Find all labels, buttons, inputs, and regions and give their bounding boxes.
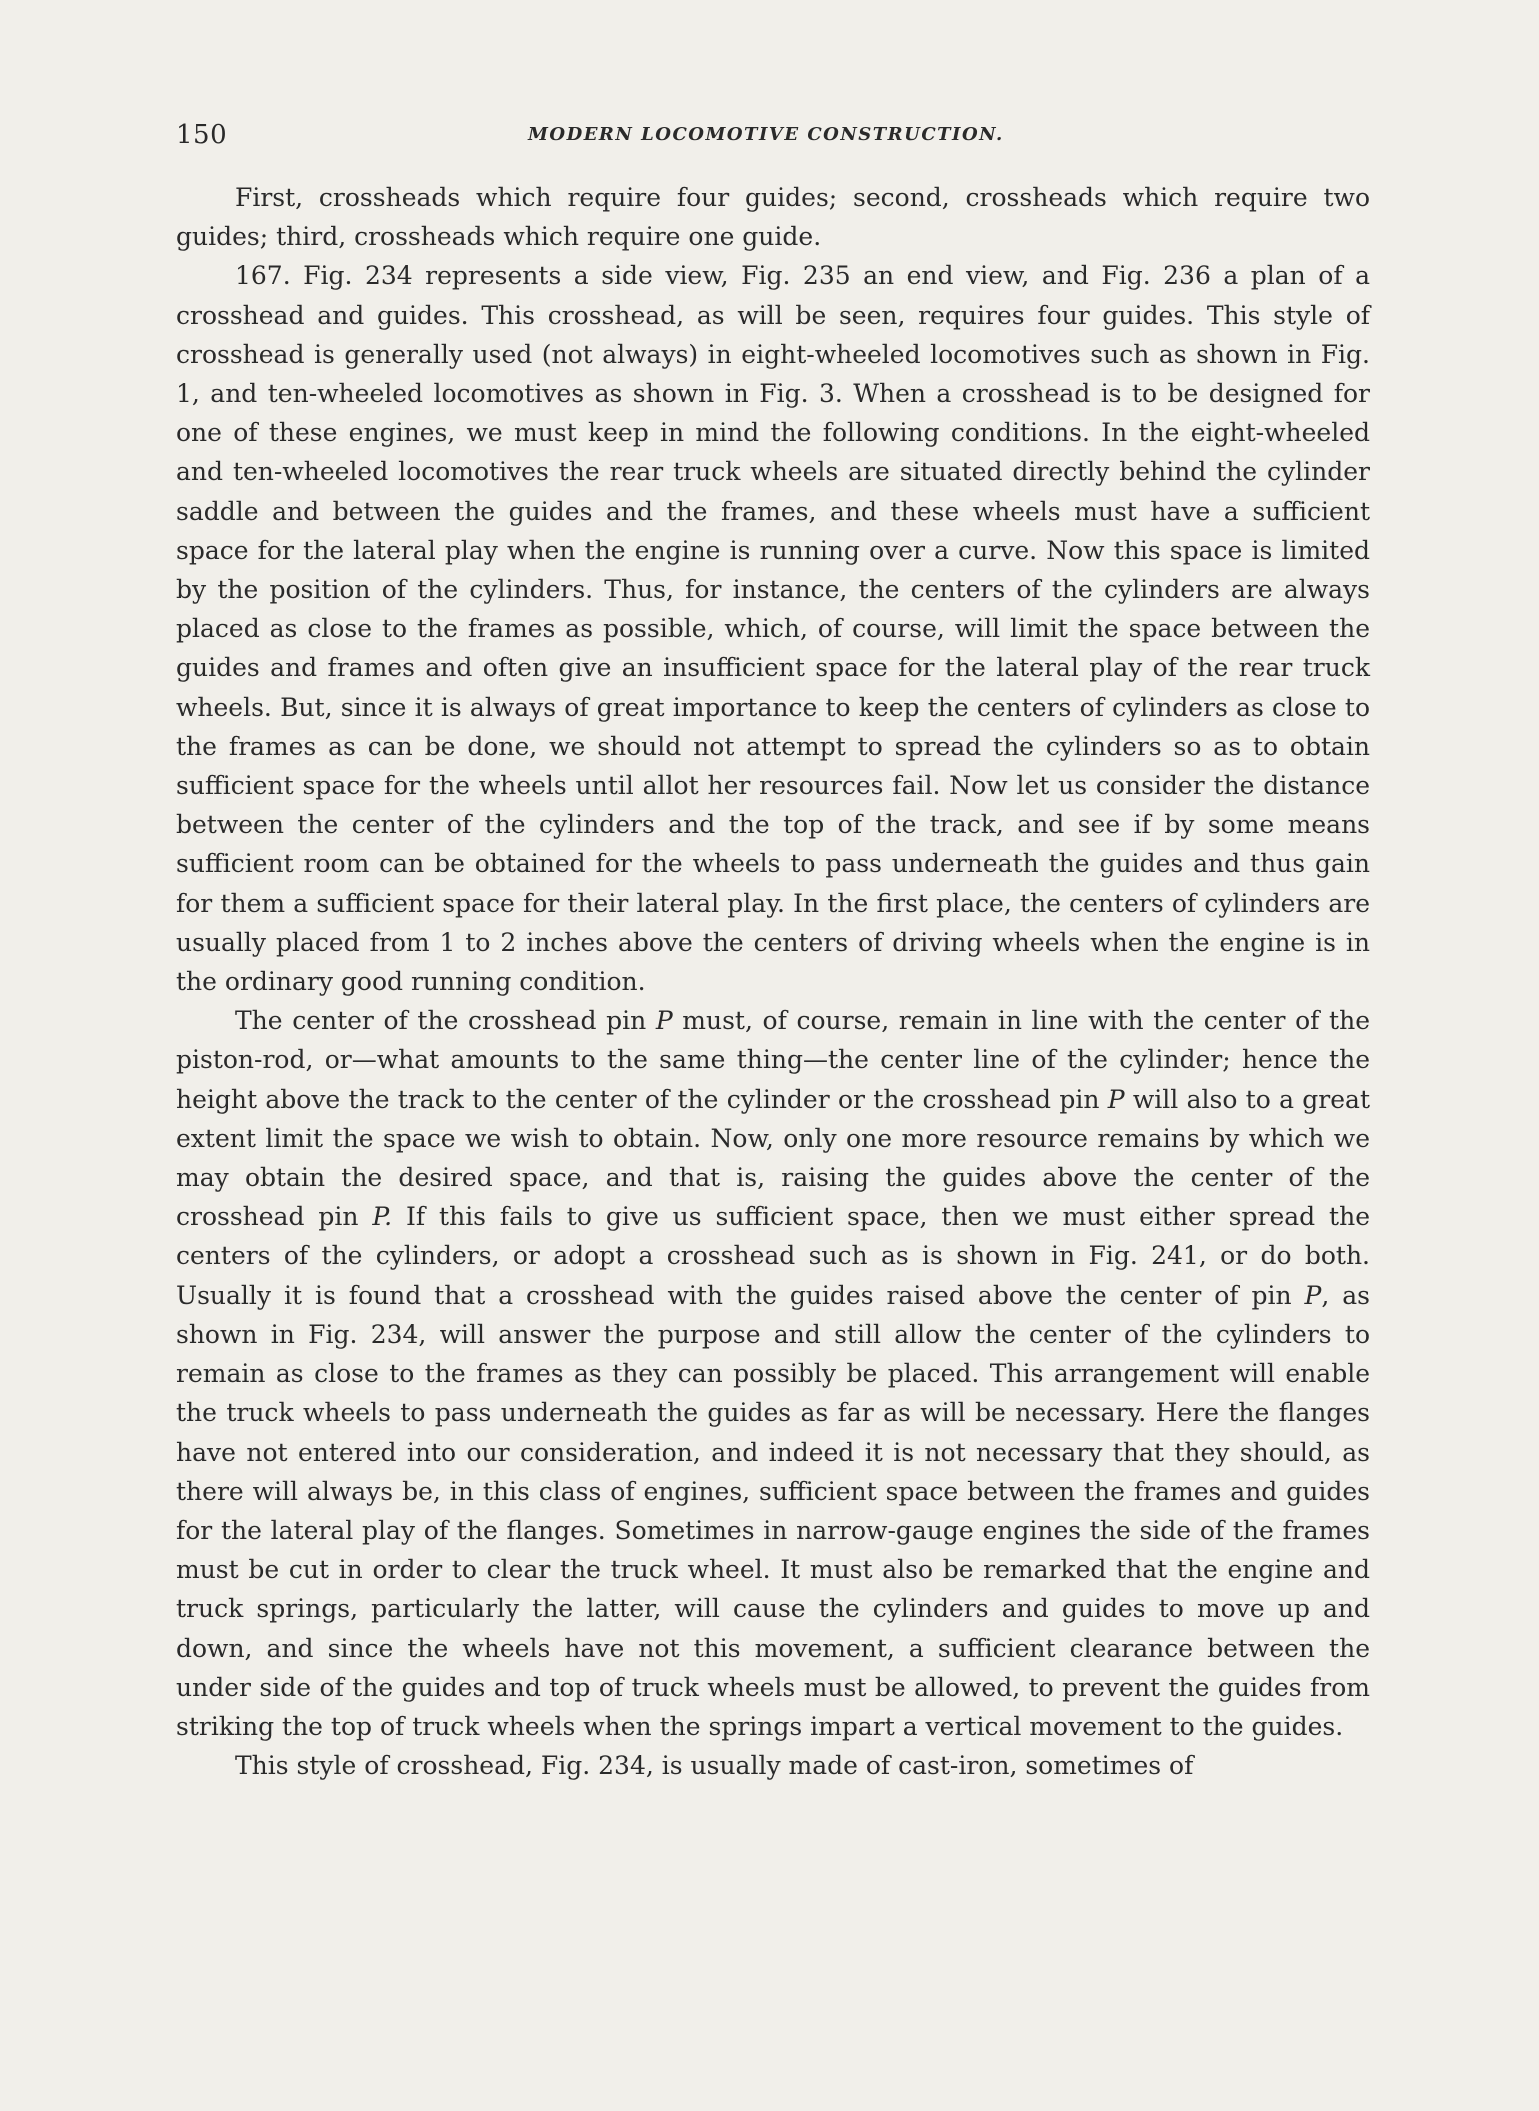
page-header (176, 120, 1370, 160)
text-run: , as shown in Fig. 234, will answer the purpose and still allow the center of the cylinders to remain as close to the frames as they can possibly be placed. This arrangement will enable the truck wheels to pass underneath the guides as far as will be necessary. Here the flanges have not entered into our consideration, and indeed it is not necessary that they should, as there will always be, in this class of engines, sufficient space between the frames and guides for the lateral play of the flanges. Sometimes in narrow-gauge engines the side of the frames must be cut in order to clear the truck wheel. It must also be remarked that the engine and truck springs, particularly the latter, will cause the cylinders and guides to move up and down, and since the wheels have not this movement, a sufficient clearance between the under side of the guides and top of truck wheels must be allowed, to prevent the guides from striking the top of truck wheels when the springs impart a vertical movement to the guides. (176, 1280, 1370, 1741)
symbol-p: P (655, 1006, 673, 1036)
text-run: must, of course, remain in line with the center of the piston-rod, or—what amounts to the same thing—the center line of the cylinder; hence the height above the track to the center of the cylinder or the crosshead pin (176, 1006, 1370, 1114)
running-head: MODERN LOCOMOTIVE CONSTRUCTION. (528, 124, 1004, 145)
symbol-p: P (1107, 1084, 1125, 1114)
symbol-p: P. (372, 1202, 393, 1232)
paragraph: 167. Fig. 234 represents a side view, Fig. 235 an end view, and Fig. 236 a plan of a crosshead and guides. This crosshead, as will be seen, requires four guides. This style of crosshead is generally used (not always) in eight-wheeled locomotives such as shown in Fig. 1, and ten-wheeled locomotives as shown in Fig. 3. When a crosshead is to be designed for one of these engines, we must keep in mind the following conditions. In the eight-wheeled and ten-wheeled locomotives the rear truck wheels are situated directly behind the cylinder saddle and between the guides and the frames, and these wheels must have a sufficient space for the lateral play when the engine is running over a curve. Now this space is limited by the position of the cylinders. Thus, for instance, the centers of the cylinders are always placed as close to the frames as possible, which, of course, will limit the space between the guides and frames and often give an insufficient space for the lateral play of the rear truck wheels. But, since it is always of great importance to keep the centers of cylinders as close to the frames as can be done, we should not attempt to spread the cylinders so as to obtain sufficient space for the wheels until allot her resources fail. Now let us consider the distance between the center of the cylinders and the top of the track, and see if by some means sufficient room can be obtained for the wheels to pass underneath the guides and thus gain for them a sufficient space for their lateral play. In the first place, the centers of cylinders are usually placed from 1 to 2 inches above the centers of driving wheels when the engine is in the ordinary good running condition. (176, 261, 1370, 997)
symbol-p: P (1304, 1280, 1322, 1310)
text-run: The center of the crosshead pin (235, 1006, 656, 1036)
page-number: 150 (176, 120, 228, 150)
paragraph: First, crossheads which require four guides; second, crossheads which require two guides; third, crossheads which require one guide. (176, 183, 1370, 252)
paragraph: This style of crosshead, Fig. 234, is usually made of cast-iron, sometimes of (235, 1751, 1194, 1781)
text-run: will also to a great extent limit the space we wish to obtain. Now, only one more resource remains by which we may obtain the desired space, and that is, raising the guides above the center of the crosshead pin (176, 1084, 1371, 1232)
body-text (176, 178, 1370, 1785)
text-run: If this fails to give us sufficient space, then we must either spread the centers of the cylinders, or adopt a crosshead such as is shown in Fig. 241, or do both. Usually it is found that a crosshead with the guides raised above the center of pin (176, 1202, 1370, 1310)
paragraph (176, 1001, 1370, 1746)
